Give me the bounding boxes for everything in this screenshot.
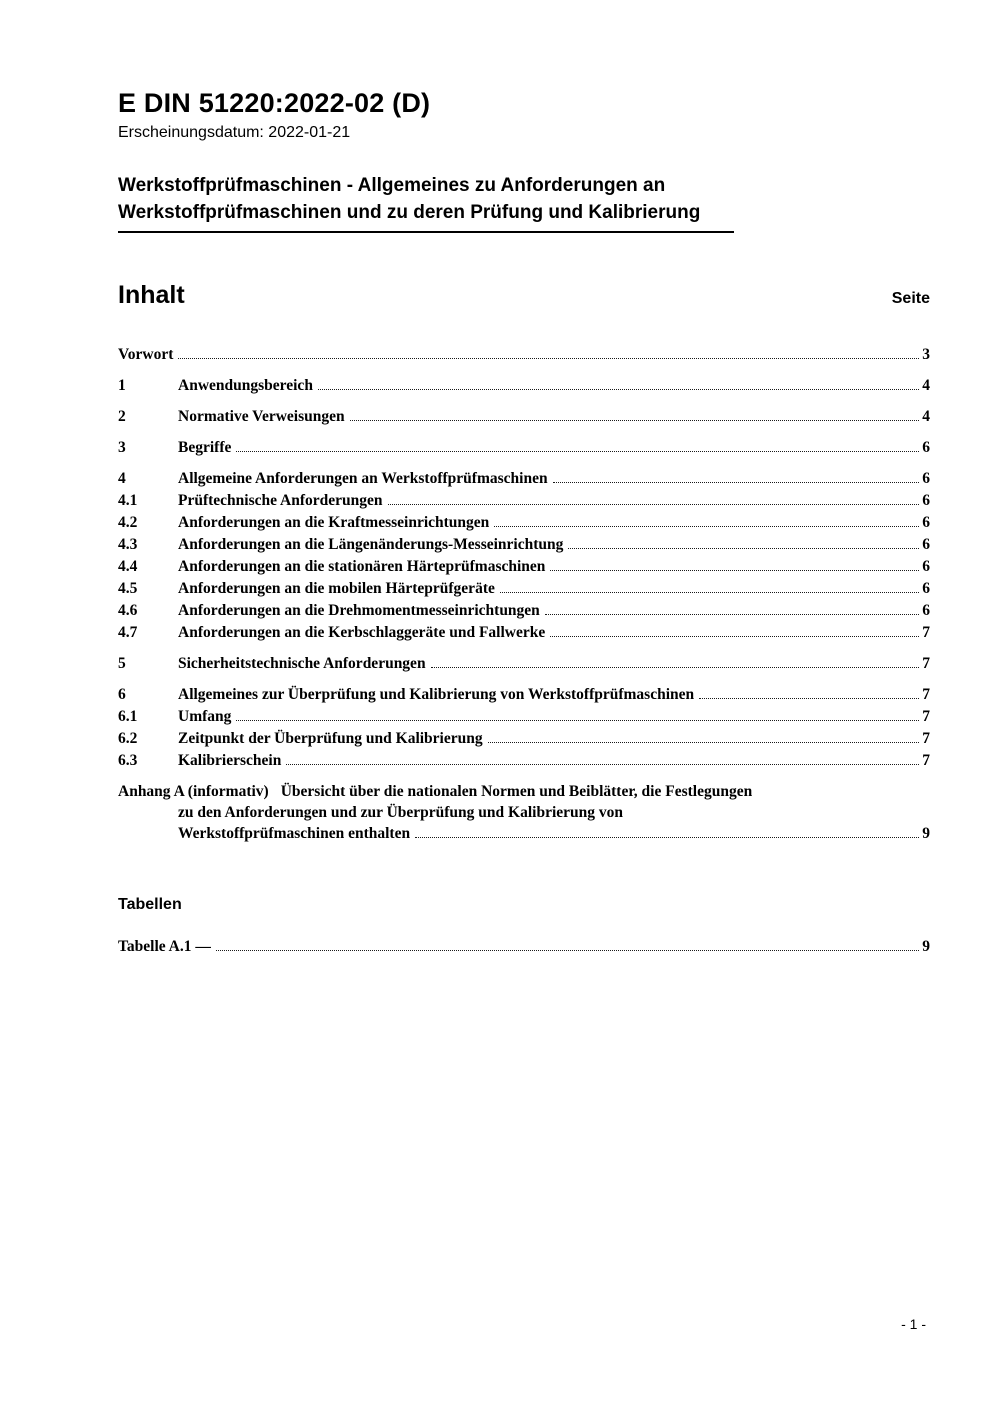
toc-entry-number: 4.4 (118, 558, 138, 575)
toc-entry-page: 7 (922, 752, 930, 769)
toc-entry-label: Anforderungen an die stationären Härteprüfmaschinen (178, 558, 546, 575)
toc-entry-label: Begriffe (178, 439, 232, 456)
title-rule (118, 231, 734, 233)
toc-entry (118, 512, 930, 533)
toc-entry (118, 578, 930, 599)
toc-list (118, 344, 930, 771)
toc-entry-number: 4.1 (118, 492, 138, 509)
toc-leader-dots (488, 742, 920, 743)
toc-entry-number: 2 (118, 408, 126, 425)
toc-entry-page: 4 (922, 377, 930, 394)
toc-entry (118, 653, 930, 674)
toc-entry-number: 1 (118, 377, 126, 394)
toc-entry-number: 3 (118, 439, 126, 456)
anhang-text-line2: zu den Anforderungen und zur Überprüfung und Kalibrierung von (178, 804, 624, 821)
toc-entry-label: Sicherheitstechnische Anforderungen (178, 655, 426, 672)
toc-leader-dots (545, 614, 919, 615)
toc-entry (118, 534, 930, 555)
toc-entry (118, 600, 930, 621)
toc-entry-page: 6 (922, 536, 930, 553)
doc-title-line1: Werkstoffprüfmaschinen - Allgemeines zu Anforderungen an (118, 175, 666, 196)
toc-leader-dots (550, 570, 919, 571)
toc-leader-dots (699, 698, 919, 699)
toc-entry-page: 6 (922, 492, 930, 509)
toc-entry-label: Allgemeines zur Überprüfung und Kalibrierung von Werkstoffprüfmaschinen (178, 686, 695, 703)
toc-entry-number: 4.5 (118, 580, 138, 597)
toc-entry-page: 6 (922, 580, 930, 597)
toc-entry (118, 375, 930, 396)
toc-entry (118, 684, 930, 705)
toc-entry-label: Anforderungen an die Kerbschlaggeräte und Fallwerke (178, 624, 546, 641)
toc-entry-page: 9 (922, 825, 930, 842)
toc-entry-label: Allgemeine Anforderungen an Werkstoffprüfmaschinen (178, 470, 548, 487)
toc-entry-page: 7 (922, 708, 930, 725)
toc-entry-label: Anforderungen an die Längenänderungs-Messeinrichtung (178, 536, 564, 553)
toc-entry-page: 6 (922, 602, 930, 619)
toc-entry-label: Anwendungsbereich (178, 377, 313, 394)
anhang-line3 (118, 823, 930, 844)
toc-entry (118, 556, 930, 577)
page-number: - 1 - (901, 1316, 926, 1332)
toc-leader-dots (236, 451, 919, 452)
doc-title-line2: Werkstoffprüfmaschinen und zu deren Prüfung und Kalibrierung (118, 202, 701, 223)
toc-leader-dots (286, 764, 919, 765)
toc-leader-dots (415, 837, 919, 838)
toc-leader-dots (318, 389, 919, 390)
toc-entry-page: 6 (922, 470, 930, 487)
tables-list (118, 936, 930, 957)
toc-entry-label: Vorwort (118, 346, 174, 363)
toc-entry (118, 344, 930, 365)
toc-entry-number: 6.2 (118, 730, 138, 747)
toc-entry-page: 7 (922, 730, 930, 747)
toc-entry (118, 490, 930, 511)
toc-header (118, 281, 930, 310)
toc-entry (118, 437, 930, 458)
toc-entry-number: 6.1 (118, 708, 138, 725)
toc-entry-label: Anforderungen an die mobilen Härteprüfgeräte (178, 580, 495, 597)
toc-entry-label: Anforderungen an die Kraftmesseinrichtungen (178, 514, 490, 531)
toc-entry-number: 4.2 (118, 514, 138, 531)
publication-date: Erscheinungsdatum: 2022-01-21 (118, 124, 351, 141)
toc-entry-number: 5 (118, 655, 126, 672)
toc-leader-dots (550, 636, 919, 637)
toc-entry-page: 3 (922, 346, 930, 363)
toc-leader-dots (431, 667, 920, 668)
toc-entry (118, 406, 930, 427)
doc-title (118, 172, 930, 226)
toc-entry-number: 4.6 (118, 602, 138, 619)
toc-leader-dots (178, 358, 919, 359)
toc-entry-page: 7 (922, 655, 930, 672)
toc-entry-label: Umfang (178, 708, 232, 725)
table-entry-page: 9 (922, 938, 930, 955)
toc-entry-page: 6 (922, 439, 930, 456)
toc-entry-number: 4.7 (118, 624, 138, 641)
anhang-text-line3: Werkstoffprüfmaschinen enthalten (178, 825, 411, 842)
toc-entry-label: Anforderungen an die Drehmomentmesseinrichtungen (178, 602, 540, 619)
table-entry-label: Tabelle A.1 — (118, 938, 211, 955)
doc-number: E DIN 51220:2022-02 (D) (118, 88, 431, 118)
anhang-line1 (118, 781, 930, 802)
toc-leader-dots (568, 548, 919, 549)
toc-entry (118, 468, 930, 489)
toc-entry-label: Zeitpunkt der Überprüfung und Kalibrierung (178, 730, 483, 747)
toc-leader-dots (216, 950, 919, 951)
toc-entry-number: 4.3 (118, 536, 138, 553)
toc-entry (118, 706, 930, 727)
toc-entry-page: 7 (922, 686, 930, 703)
anhang-label: Anhang A (informativ) (118, 783, 269, 800)
toc-entry (118, 622, 930, 643)
toc-entry (118, 728, 930, 749)
toc-entry-label: Normative Verweisungen (178, 408, 345, 425)
toc-entry-page: 7 (922, 624, 930, 641)
table-entry (118, 936, 930, 957)
toc-entry (118, 750, 930, 771)
toc-entry-page: 6 (922, 514, 930, 531)
doc-header (118, 88, 930, 233)
toc-entry-number: 4 (118, 470, 126, 487)
toc-entry-number: 6 (118, 686, 126, 703)
toc-entry-label: Kalibrierschein (178, 752, 282, 769)
toc-heading: Inhalt (118, 281, 185, 309)
anhang-text-line1: Übersicht über die nationalen Normen und Beiblätter, die Festlegungen (280, 783, 753, 800)
tables-heading: Tabellen (118, 896, 182, 913)
toc-leader-dots (350, 420, 920, 421)
toc-leader-dots (500, 592, 919, 593)
toc-leader-dots (388, 504, 920, 505)
toc-leader-dots (553, 482, 920, 483)
page-column-label: Seite (891, 290, 930, 307)
toc-entry-page: 4 (922, 408, 930, 425)
toc-entry-anhang (118, 781, 930, 844)
toc-leader-dots (494, 526, 919, 527)
toc-entry-number: 6.3 (118, 752, 138, 769)
toc-leader-dots (236, 720, 919, 721)
toc-entry-label: Prüftechnische Anforderungen (178, 492, 383, 509)
toc-entry-page: 6 (922, 558, 930, 575)
